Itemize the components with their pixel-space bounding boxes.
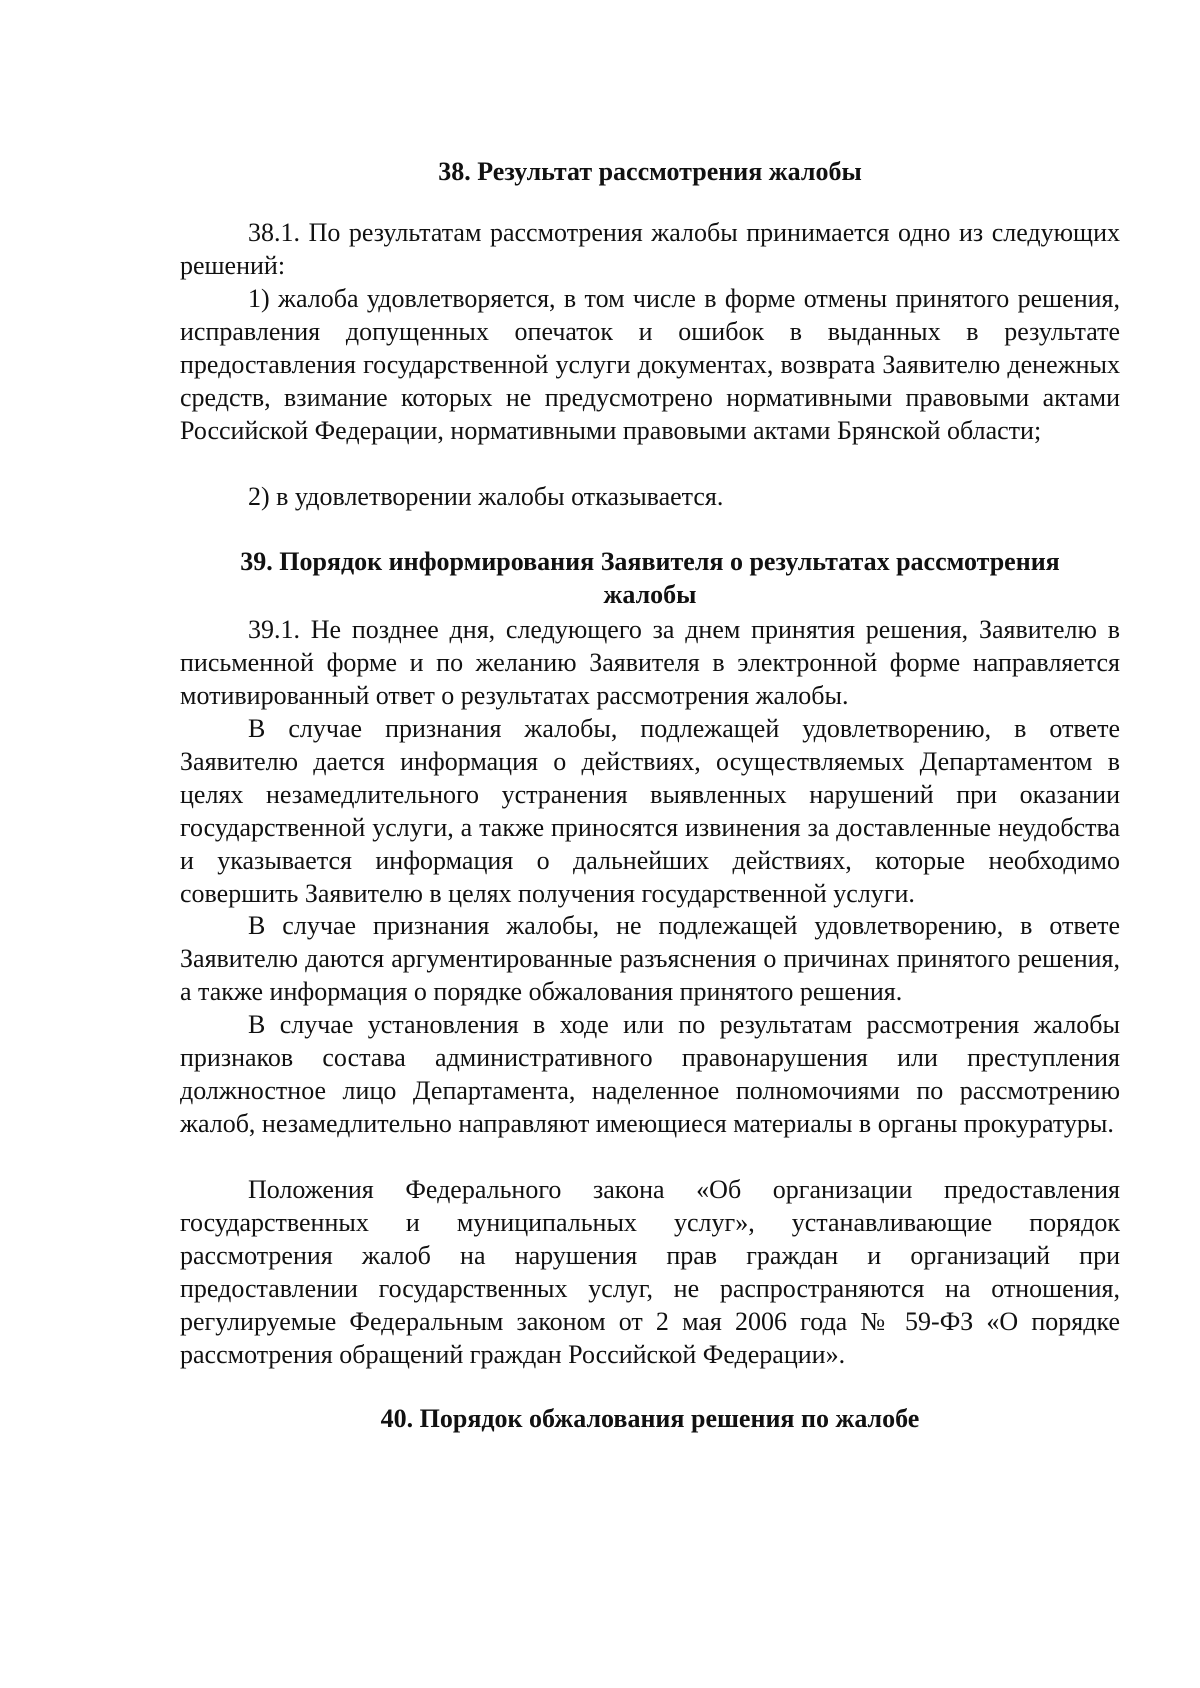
section-38-paragraph-1: 38.1. По результатам рассмотрения жалобы принимается одно из следующих решений: bbox=[180, 218, 1120, 280]
section-38-paragraph-2: 1) жалоба удовлетворяется, в том числе в форме отмены принятого решения, исправления допущенных опечаток и ошибок в выданных в результате предоставления государственной услуги документах, возврата Заявителю денежных средств, взимание которых не предусмотрено нормативными правовыми актами Российской Федерации, нормативными правовыми актами Брянской области; bbox=[180, 284, 1120, 445]
section-39-paragraph-5: Положения Федерального закона «Об организации предоставления государственных и муниципальных услуг», устанавливающие порядок рассмотрения жалоб на нарушения прав граждан и организаций при предоставлении государственных услуг, не распространяются на отношения, регулируемые Федеральным законом от 2 мая 2006 года № 59-ФЗ «О порядке рассмотрения обращений граждан Российской Федерации». bbox=[180, 1175, 1120, 1369]
section-38-paragraph-3: 2) в удовлетворении жалобы отказывается. bbox=[248, 482, 724, 511]
section-39-paragraph-3: В случае признания жалобы, не подлежащей удовлетворению, в ответе Заявителю даются аргументированные разъяснения о причинах принятого решения, а также информация о порядке обжалования принятого решения. bbox=[180, 911, 1120, 1006]
section-39-paragraph-4: В случае установления в ходе или по результатам рассмотрения жалобы признаков состава административного правонарушения или преступления должностное лицо Департамента, наделенное полномочиями по рассмотрению жалоб, незамедлительно направляют имеющиеся материалы в органы прокуратуры. bbox=[180, 1010, 1120, 1138]
section-39-heading-line-1: 39. Порядок информирования Заявителя о результатах рассмотрения bbox=[240, 547, 1060, 576]
section-40-heading: 40. Порядок обжалования решения по жалобе bbox=[380, 1404, 920, 1433]
section-38-heading: 38. Результат рассмотрения жалобы bbox=[438, 157, 862, 186]
section-39-heading bbox=[180, 545, 1120, 611]
section-39-paragraph-2: В случае признания жалобы, подлежащей удовлетворению, в ответе Заявителю дается информация о действиях, осуществляемых Департаментом в целях незамедлительного устранения выявленных нарушений при оказании государственной услуги, а также приносятся извинения за доставленные неудобства и указывается информация о дальнейших действиях, которые необходимо совершить Заявителю в целях получения государственной услуги. bbox=[180, 714, 1120, 908]
section-39-paragraph-1: 39.1. Не позднее дня, следующего за днем принятия решения, Заявителю в письменной форме и по желанию Заявителя в электронной форме направляется мотивированный ответ о результатах рассмотрения жалобы. bbox=[180, 615, 1120, 710]
section-39-heading-line-2: жалобы bbox=[603, 580, 697, 609]
